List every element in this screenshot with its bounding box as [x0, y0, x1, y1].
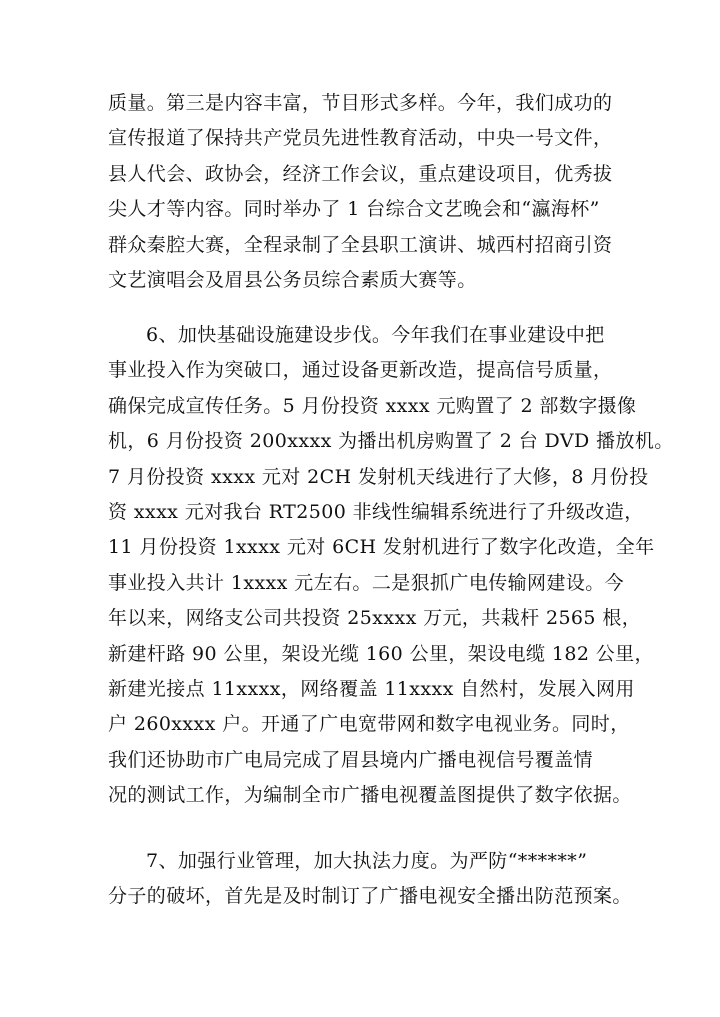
text-line: 我们还协助市广电局完成了眉县境内广播电视信号覆盖情 [108, 748, 594, 771]
text-line: 7、加强行业管理，加大执法力度。为严防“******” [146, 850, 588, 872]
text-line: 质量。第三是内容丰富，节目形式多样。今年，我们成功的 [108, 92, 613, 114]
text-line: 年以来，网络支公司共投资 25xxxx 万元，共栽杆 2565 根， [108, 607, 642, 630]
text-line: 尖人才等内容。同时举办了 1 台综合文艺晚会和“瀛海杯” [108, 198, 600, 221]
text-line: 机，6 月份投资 200xxxx 为播出机房购置了 2 台 DVD 播放机。 [108, 430, 674, 453]
paragraph-6 [108, 318, 674, 813]
text-line: 确保完成宣传任务。5 月份投资 xxxx 元购置了 2 部数字摄像 [108, 394, 637, 417]
text-line: 资 xxxx 元对我台 RT2500 非线性编辑系统进行了升级改造， [108, 500, 644, 523]
text-line: 户 260xxxx 户。开通了广电宽带网和数字电视业务。同时， [108, 713, 630, 736]
paragraph-continuation [108, 86, 618, 298]
text-line: 7 月份投资 xxxx 元对 2CH 发射机天线进行了大修，8 月份投 [108, 465, 649, 488]
text-line: 县人代会、政协会，经济工作会议，重点建设项目，优秀拔 [108, 162, 613, 185]
text-line: 事业投入共计 1xxxx 元左右。二是狠抓广电传输网建设。今 [108, 571, 625, 594]
text-line: 事业投入作为突破口，通过设备更新改造，提高信号质量， [108, 359, 613, 382]
text-line: 6、加快基础设施建设步伐。今年我们在事业建设中把 [146, 324, 605, 346]
text-line: 文艺演唱会及眉县公务员综合素质大赛等。 [108, 268, 477, 291]
text-line: 群众秦腔大赛，全程录制了全县职工演讲、城西村招商引资 [108, 233, 613, 256]
text-line: 11 月份投资 1xxxx 元对 6CH 发射机进行了数字化改造，全年 [108, 536, 655, 559]
text-line: 新建光接点 11xxxx，网络覆盖 11xxxx 自然村，发展入网用 [108, 677, 635, 700]
text-line: 况的测试工作，为编制全市广播电视覆盖图提供了数字依据。 [108, 784, 632, 807]
text-line: 分子的破坏，首先是及时制订了广播电视安全播出防范预案。 [108, 885, 632, 908]
paragraph-7 [108, 844, 632, 915]
text-line: 宣传报道了保持共产党员先进性教育活动，中央一号文件， [108, 127, 613, 150]
text-line: 新建杆路 90 公里，架设光缆 160 公里，架设电缆 182 公里， [108, 642, 654, 665]
